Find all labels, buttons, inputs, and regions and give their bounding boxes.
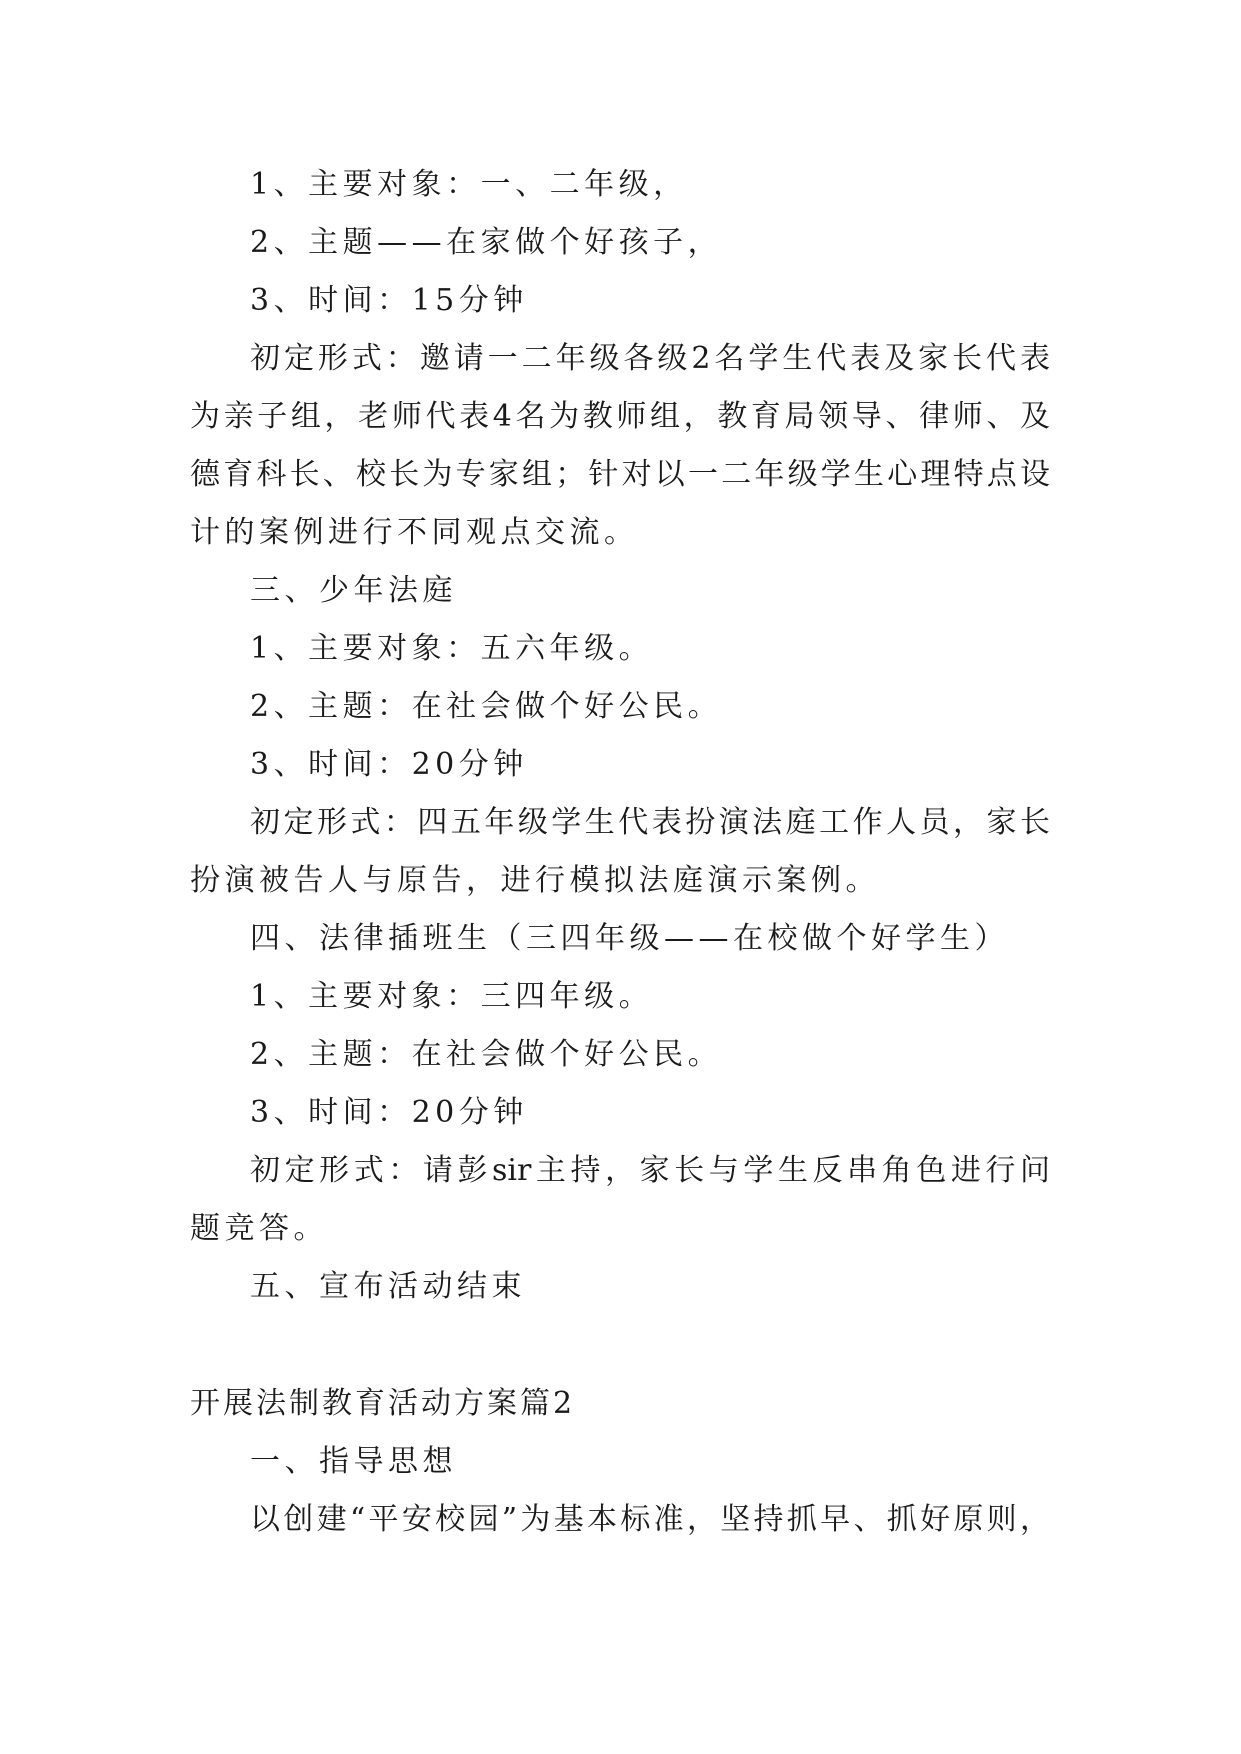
text-line: 1、主要对象：五六年级。	[250, 631, 654, 666]
document-heading: 开展法制教育活动方案篇2	[190, 1386, 576, 1421]
text-line: 1、主要对象：三四年级。	[250, 979, 654, 1014]
text-line: 2、主题：在社会做个好公民。	[250, 689, 723, 724]
text-line: 初定形式：请彭sir主持，家长与学生反串角色进行问	[250, 1153, 1050, 1188]
section-heading: 一、指导思想	[250, 1444, 457, 1479]
text-line: 计的案例进行不同观点交流。	[190, 515, 639, 550]
text-line: 初定形式：四五年级学生代表扮演法庭工作人员，家长	[250, 805, 1050, 840]
text-line: 德育科长、校长为专家组；针对以一二年级学生心理特点设	[190, 457, 1050, 492]
text-line: 题竞答。	[190, 1211, 328, 1246]
text-line: 扮演被告人与原告，进行模拟法庭演示案例。	[190, 863, 880, 898]
text-line: 初定形式：邀请一二年级各级2名学生代表及家长代表	[250, 341, 1050, 376]
section-heading: 三、少年法庭	[250, 573, 457, 608]
section-heading: 五、宣布活动结束	[250, 1269, 526, 1304]
text-line: 2、主题——在家做个好孩子，	[250, 225, 723, 260]
section-heading: 四、法律插班生（三四年级——在校做个好学生）	[250, 921, 1009, 956]
text-line: 1、主要对象：一、二年级，	[250, 167, 688, 202]
text-line: 为亲子组，老师代表4名为教师组，教育局领导、律师、及	[190, 399, 1050, 434]
text-line: 2、主题：在社会做个好公民。	[250, 1037, 723, 1072]
text-line: 3、时间：20分钟	[250, 1095, 528, 1130]
text-line: 3、时间：20分钟	[250, 747, 528, 782]
text-line: 以创建“平安校园”为基本标准，坚持抓早、抓好原则，	[250, 1502, 1050, 1537]
text-line: 3、时间：15分钟	[250, 283, 528, 318]
